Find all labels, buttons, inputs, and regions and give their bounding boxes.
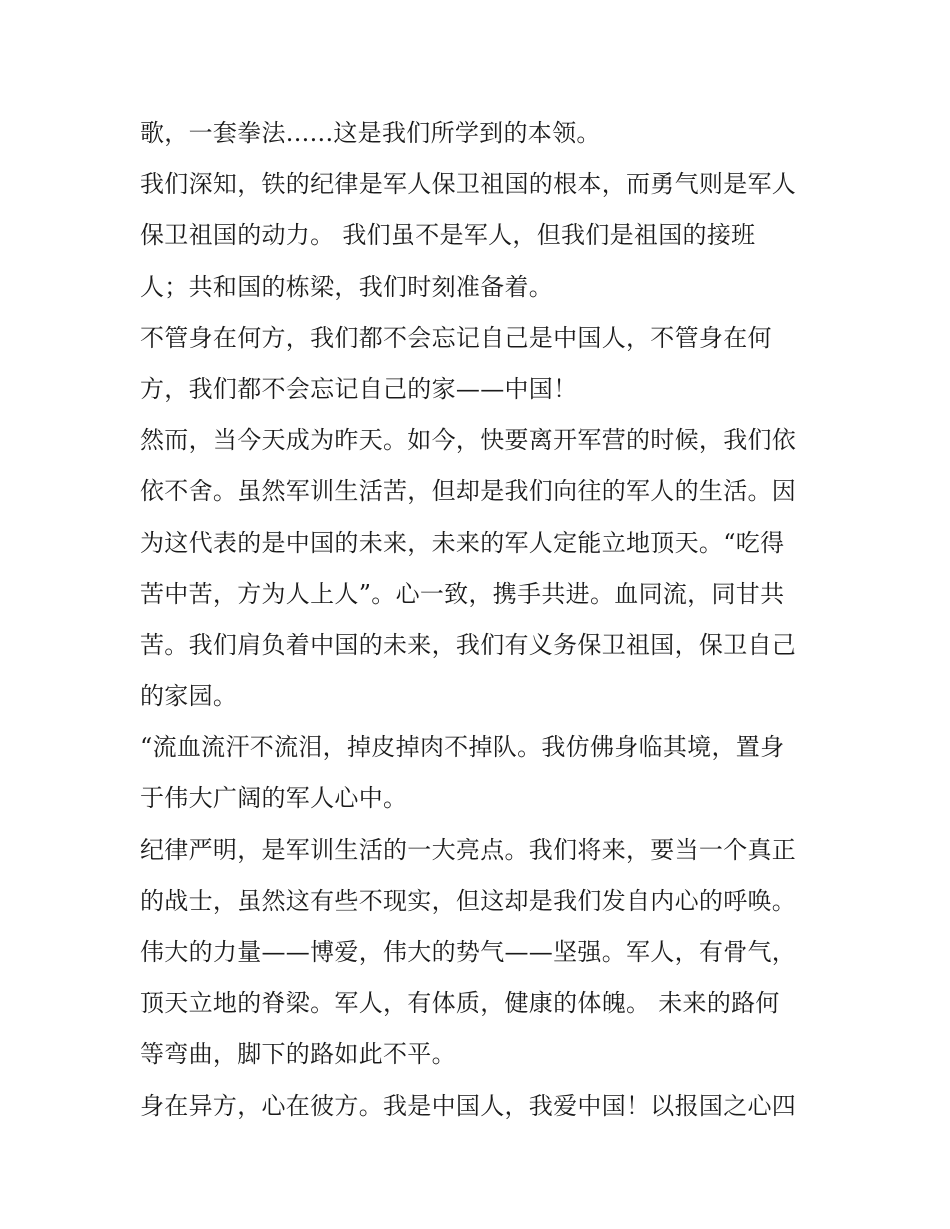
- text-line: 苦。我们肩负着中国的未来，我们有义务保卫祖国，保卫自己: [140, 630, 797, 659]
- text-line: 不管身在何方，我们都不会忘记自己是中国人，不管身在何: [140, 323, 772, 352]
- text-line: 伟大的力量——博爱，伟大的势气——坚强。军人，有骨气，: [140, 938, 797, 966]
- text-line: 人；共和国的栋梁，我们时刻准备着。: [140, 272, 554, 301]
- text-line: 顶天立地的脊梁。军人，有体质，健康的体魄。 未来的路何: [140, 989, 780, 1018]
- document-body: [140, 108, 820, 1132]
- text-line: 的家园。: [140, 682, 238, 711]
- text-line: 身在异方，心在彼方。我是中国人，我爱中国！以报国之心四: [140, 1091, 797, 1120]
- text-line: 然而，当今天成为昨天。如今，快要离开军营的时候，我们依: [140, 426, 797, 455]
- text-line: 为这代表的是中国的未来，未来的军人定能立地顶天。“吃得: [140, 528, 785, 557]
- text-line: 等弯曲，脚下的路如此不平。: [140, 1040, 456, 1069]
- text-line: “流血流汗不流泪，掉皮掉肉不掉队。我仿佛身临其境，置身: [140, 733, 785, 762]
- text-line: 的战士，虽然这有些不现实，但这却是我们发自内心的呼唤。: [140, 886, 797, 915]
- text-line: 保卫祖国的动力。 我们虽不是军人，但我们是祖国的接班: [140, 221, 756, 250]
- text-line: 我们深知，铁的纪律是军人保卫祖国的根本，而勇气则是军人: [140, 170, 797, 199]
- text-line: 于伟大广阔的军人心中。: [140, 784, 408, 813]
- text-line: 苦中苦，方为人上人”。心一致，携手共进。血同流，同甘共: [140, 579, 785, 608]
- text-line: 歌，一套拳法......这是我们所学到的本领。: [140, 119, 601, 147]
- text-line: 纪律严明，是军训生活的一大亮点。我们将来，要当一个真正: [140, 835, 797, 864]
- text-line: 方，我们都不会忘记自己的家——中国！: [140, 374, 578, 403]
- text-line: 依不舍。虽然军训生活苦，但却是我们向往的军人的生活。因: [140, 477, 797, 506]
